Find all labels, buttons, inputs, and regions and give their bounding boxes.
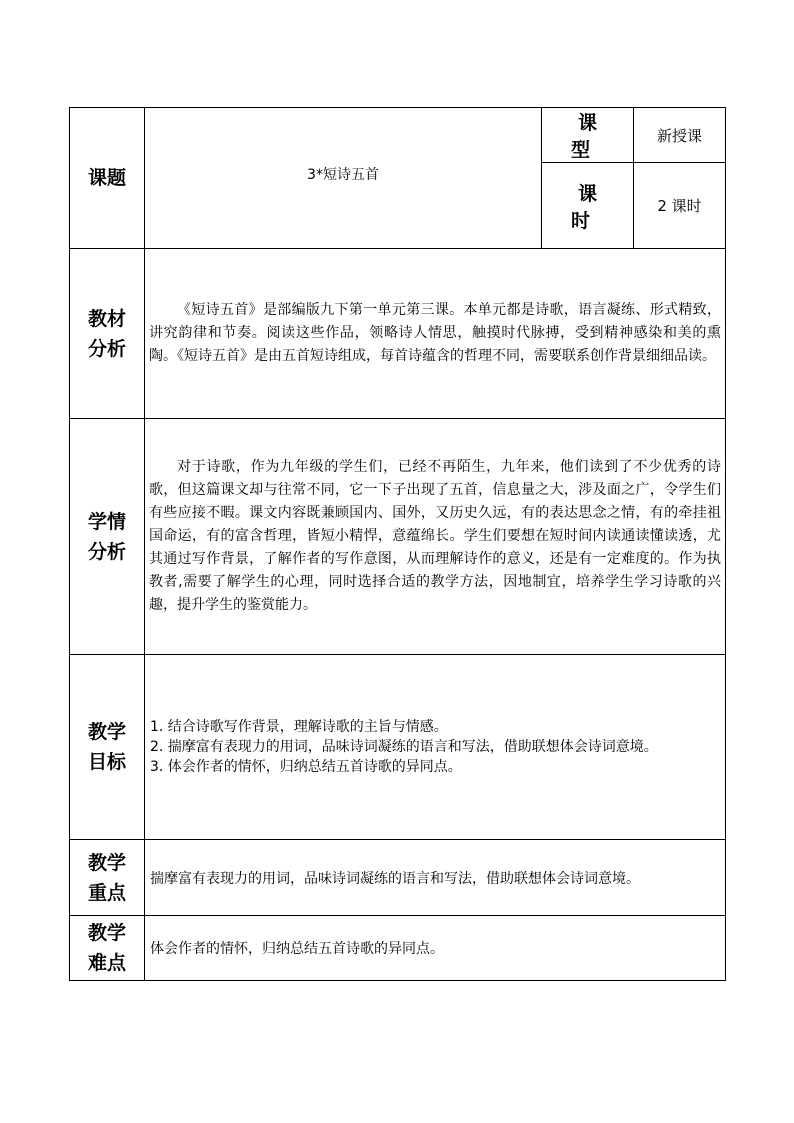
student-analysis-row bbox=[70, 419, 726, 655]
lesson-period-label: 课 时 bbox=[542, 163, 634, 249]
objectives-label bbox=[70, 655, 145, 840]
objective-item: 1. 结合诗歌写作背景，理解诗歌的主旨与情感。 bbox=[150, 719, 448, 735]
textbook-analysis-label bbox=[70, 249, 145, 419]
key-points-row bbox=[70, 840, 726, 916]
textbook-analysis-label-line2: 分析 bbox=[87, 337, 126, 360]
key-points-label-line2: 重点 bbox=[87, 881, 126, 904]
textbook-analysis-label-line1: 教材 bbox=[87, 307, 126, 330]
lesson-period-value: 2 课时 bbox=[634, 163, 726, 249]
lesson-type-value: 新授课 bbox=[634, 108, 726, 163]
key-points-text: 揣摩富有表现力的用词，品味诗词凝练的语言和写法，借助联想体会诗词意境。 bbox=[145, 840, 726, 916]
difficulties-label bbox=[70, 916, 145, 981]
textbook-analysis-text: 《短诗五首》是部编版九下第一单元第三课。本单元都是诗歌，语言凝练、形式精致，讲究韵律和节奏。阅读这些作品，领略诗人情思，触摸时代脉搏，受到精神感染和美的熏陶。《短诗五首》是由五首短诗组成，每首诗蕴含的哲理不同，需要联系创作背景细细品读。 bbox=[149, 302, 721, 364]
textbook-analysis-row bbox=[70, 249, 726, 419]
objectives-label-line1: 教学 bbox=[87, 721, 126, 743]
difficulties-label-line1: 教学 bbox=[87, 922, 126, 944]
objectives-cell bbox=[145, 655, 726, 840]
objectives-list bbox=[150, 717, 725, 777]
textbook-analysis-cell bbox=[145, 249, 726, 419]
header-row-1 bbox=[70, 108, 726, 163]
objective-item: 3. 体会作者的情怀，归纳总结五首诗歌的异同点。 bbox=[150, 759, 462, 775]
objectives-label-line2: 目标 bbox=[87, 751, 126, 773]
key-points-label bbox=[70, 840, 145, 916]
difficulties-row bbox=[70, 916, 726, 981]
objective-item: 2. 揣摩富有表现力的用词，品味诗词凝练的语言和写法，借助联想体会诗词意境。 bbox=[150, 739, 658, 755]
key-points-label-line1: 教学 bbox=[87, 851, 126, 874]
student-analysis-cell bbox=[145, 419, 726, 655]
objectives-row bbox=[70, 655, 726, 840]
student-analysis-label bbox=[70, 419, 145, 655]
lesson-plan-table bbox=[69, 107, 726, 981]
difficulties-label-line2: 难点 bbox=[87, 952, 126, 974]
student-analysis-text: 对于诗歌，作为九年级的学生们，已经不再陌生，九年来，他们读到了不少优秀的诗歌，但这篇课文却与往常不同，它一下子出现了五首，信息量之大，涉及面之广，令学生们有些应接不暇。课文内容既兼顾国内、国外，又历史久远，有的表达思念之情，有的牵挂祖国命运，有的富含哲理，皆短小精悍，意蕴绵长。学生们要想在短时间内读通读懂读透，尤其通过写作背景，了解作者的写作意图，从而理解诗作的意义，还是有一定难度的。作为执教者,需要了解学生的心理，同时选择合适的教学方法，因地制宜，培养学生学习诗歌的兴趣，提升学生的鉴赏能力。 bbox=[149, 459, 721, 613]
topic-label-cell bbox=[70, 108, 145, 249]
lesson-title: 3*短诗五首 bbox=[145, 108, 542, 249]
topic-label: 课题 bbox=[87, 167, 126, 189]
difficulties-text: 体会作者的情怀，归纳总结五首诗歌的异同点。 bbox=[145, 916, 726, 981]
lesson-type-label: 课 型 bbox=[542, 108, 634, 163]
student-analysis-label-line1: 学情 bbox=[87, 510, 126, 533]
student-analysis-label-line2: 分析 bbox=[87, 540, 126, 563]
